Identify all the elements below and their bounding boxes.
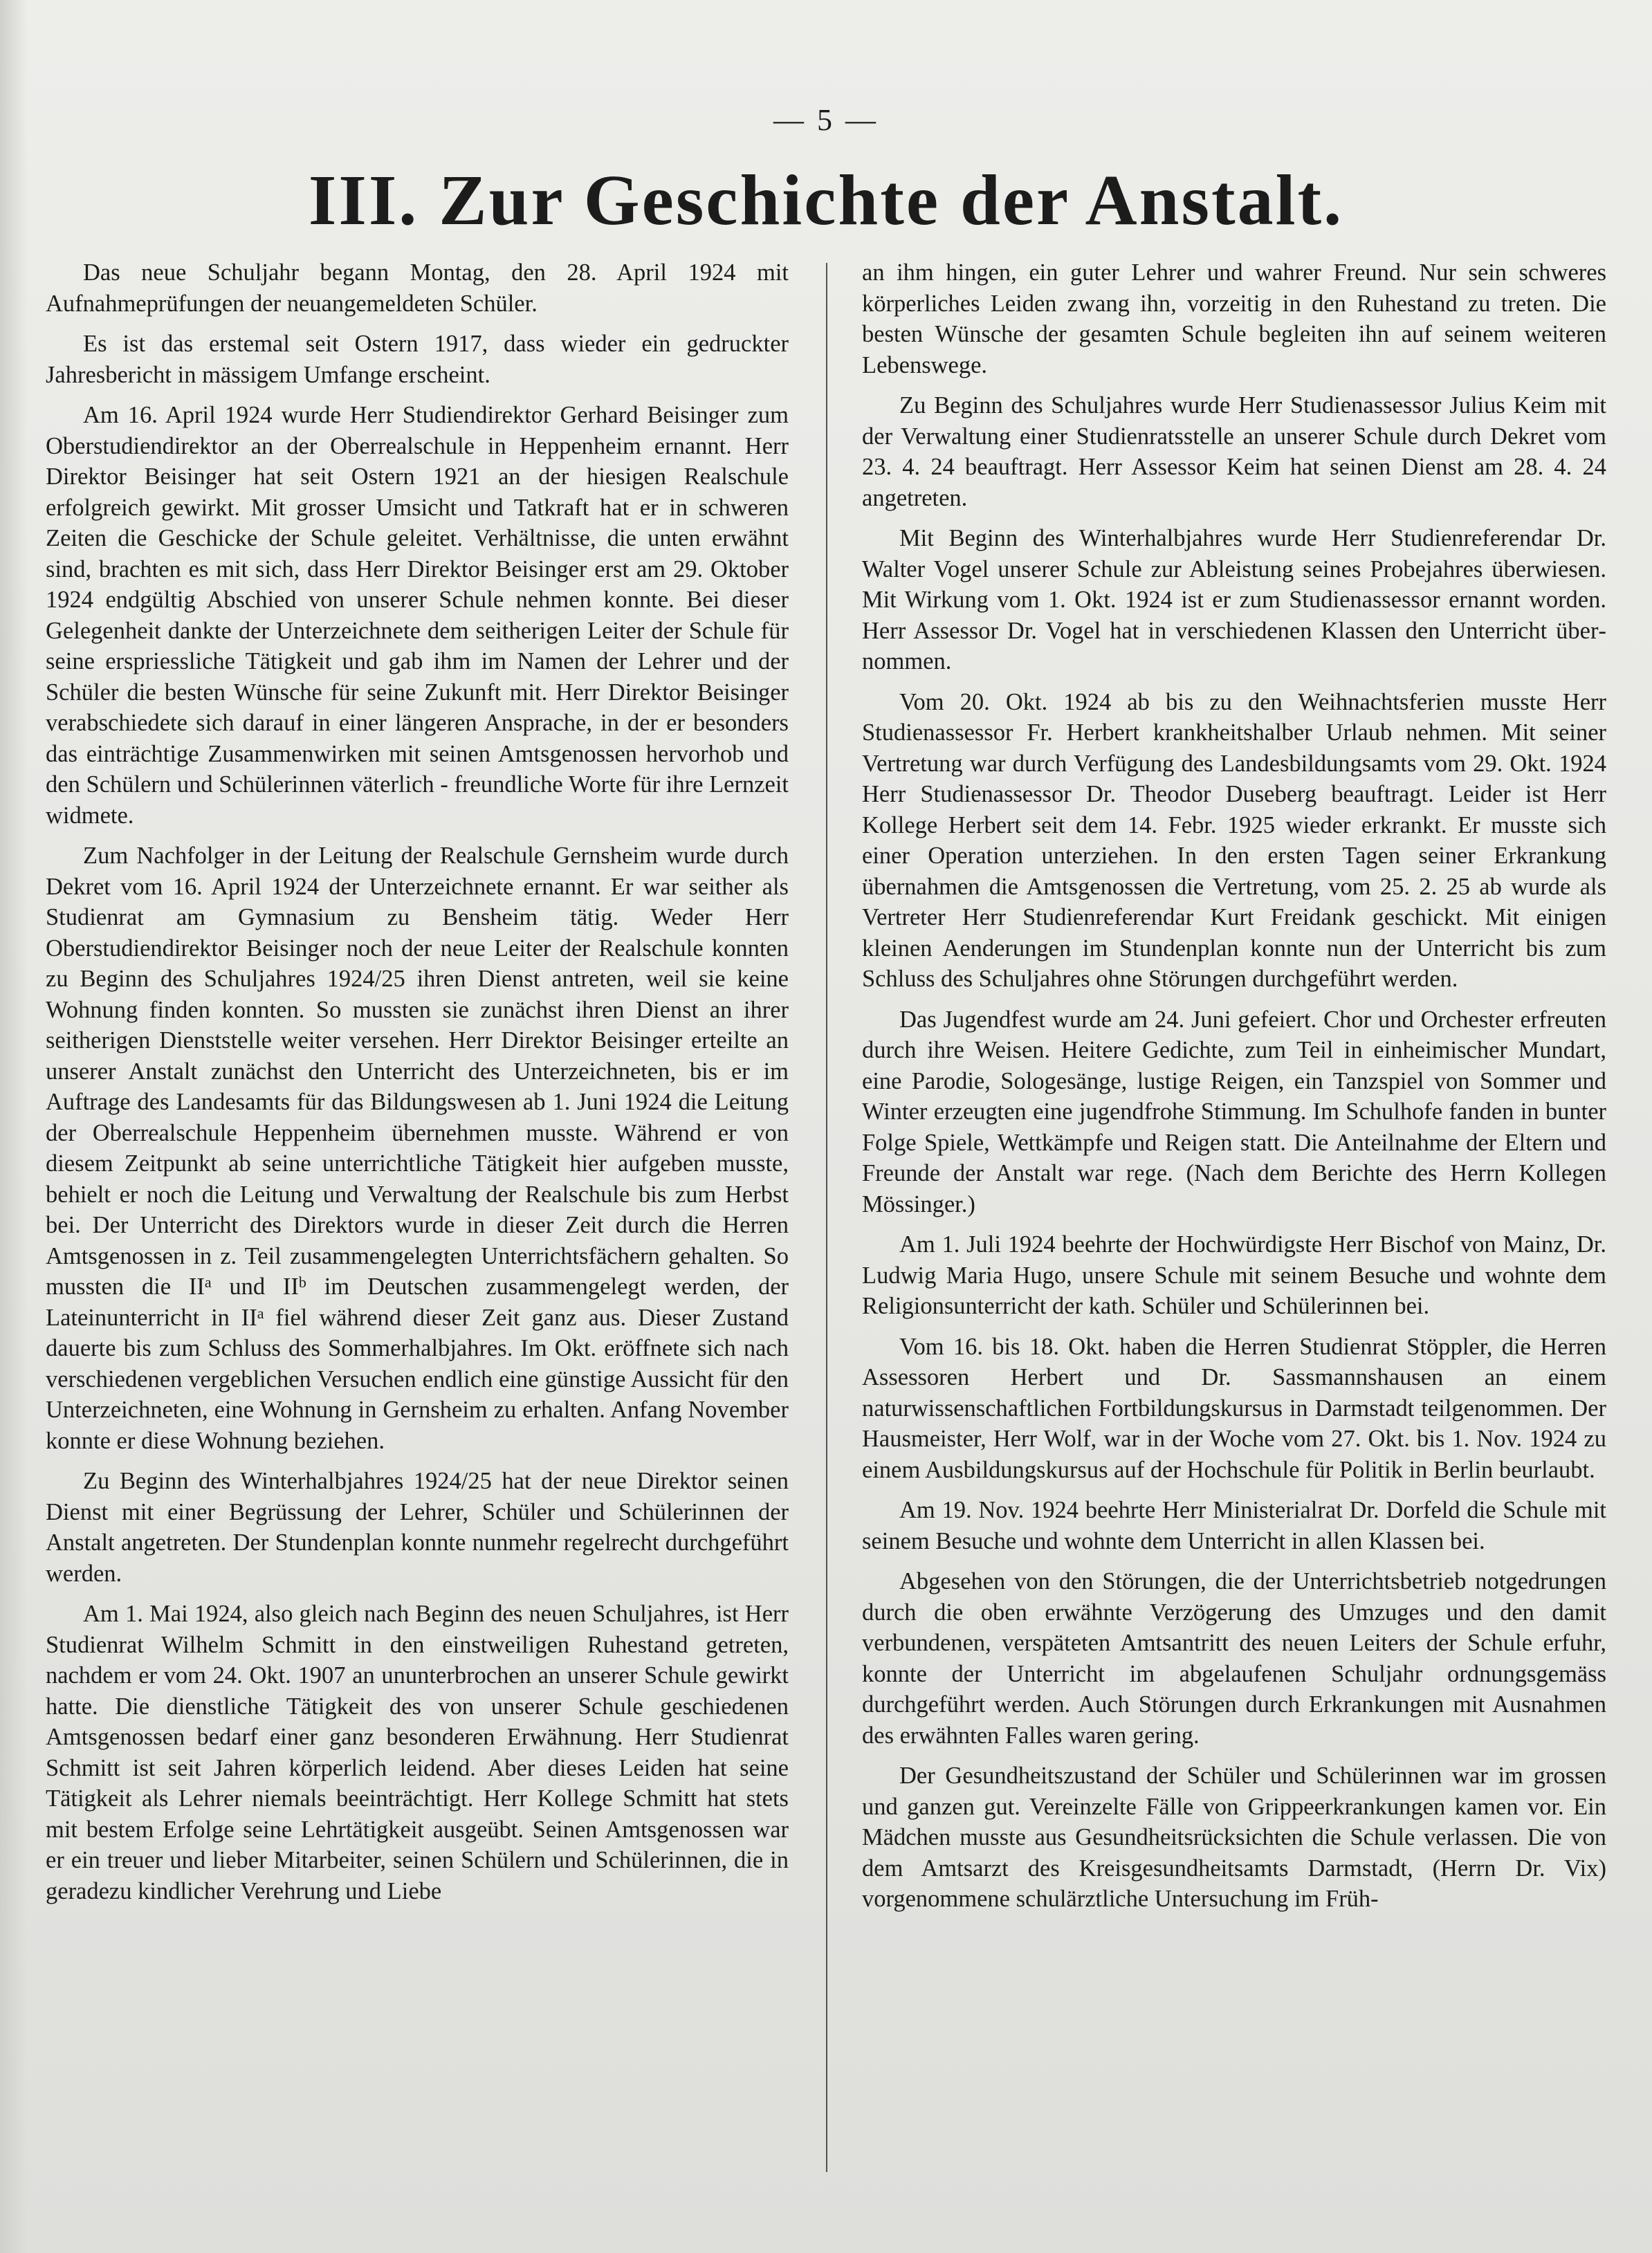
paragraph: Der Gesundheitszustand der Schüler und Schülerinnen war im grossen und ganzen gut. Vereinzelte Fälle von Grippeerkrankungen kamen vor. Ein Mädchen musste aus Gesundheitsrücksichten die Schule verlassen. Die von dem Amtsarzt des Kreisgesundheitsamts Darmstadt, (Herrn Dr. Vix) vorgenommene schulärztliche Untersuchung im Früh-	[862, 1763, 1606, 1912]
paragraph-text: fiel während dieser Zeit ganz aus. Dieser Zustand dauerte bis zum Schluss des Sommerhalbjahres. Im Okt. eröffnete sich nach verschiedenen vergeblichen Versuchen endlich eine günstige Aussicht für den Unterzeichneten, eine Wohnung in Gernsheim zu erhalten. Anfang November konnte er diese Wohnung beziehen.	[46, 1304, 789, 1454]
paragraph: an ihm hingen, ein guter Lehrer und wahrer Freund. Nur sein schweres körperliches Leiden zwang ihn, vorzeitig in den Ruhestand zu treten. Die besten Wünsche der gesamten Schule begleiten ihn auf seinem weiteren Lebenswege.	[862, 259, 1606, 378]
paragraph: Mit Beginn des Winterhalbjahres wurde Herr Studienreferendar Dr. Walter Vogel unserer Schule zur Ableistung seines Probejahres überwiesen. Mit Wirkung vom 1. Okt. 1924 ist er zum Studienassessor ernannt worden. Herr Assessor Dr. Vogel hat in verschiedenen Klassen den Unterricht übernommen.	[862, 525, 1606, 674]
scan-edge-shadow	[0, 0, 28, 2253]
column-divider	[826, 263, 827, 2172]
superscript: a	[257, 1304, 264, 1322]
left-column	[46, 257, 789, 1916]
paragraph: Zu Beginn des Winterhalbjahres 1924/25 hat der neue Direktor seinen Dienst mit einer Begrüssung der Lehrer, Schüler und Schülerinnen der Anstalt angetreten. Der Stundenplan konnte nunmehr regelrecht durchgeführt werden.	[46, 1468, 789, 1587]
paragraph-text: Zum Nachfolger in der Leitung der Realschule Gernsheim wurde durch Dekret vom 16. April 1924 der Unterzeichnete ernannt. Er war seither als Studienrat am Gymnasium zu Bensheim tätig. Weder Herr Oberstudiendirektor Beisinger noch der neue Leiter der Realschule konnten zu Beginn des Schuljahres 1924/25 ihren Dienst antreten, weil sie keine Wohnung finden konnten. So mussten sie zunächst ihren Dienst an ihrer seitherigen Dienststelle weiter versehen. Herr Direktor Beisinger erteilte an unserer Anstalt zunächst den Unterricht des Unterzeichneten, bis er im Auftrage des Landesamts für das Bildungswesen ab 1. Juni 1924 die Leitung der Oberrealschule Heppenheim übernehmen musste. Während er von diesem Zeitpunkt ab seine unterrichtliche Tätigkeit hier aufgeben musste, behielt er noch die Leitung und Verwaltung der Realschule bis zum Herbst bei. Der Unterricht des Direktors wurde in dieser Zeit durch die Herren Amtsgenossen in z. Teil zusammengelegten Unterrichtsfächern gehalten. So mussten die II	[46, 843, 789, 1300]
paragraph: Am 19. Nov. 1924 beehrte Herr Ministerialrat Dr. Dorfeld die Schule mit seinem Besuche und wohnte dem Unterricht in allen Klassen bei.	[862, 1497, 1606, 1554]
page-number: — 5 —	[773, 103, 879, 137]
paragraph: Am 16. April 1924 wurde Herr Studiendirektor Gerhard Beisinger zum Oberstudiendirektor an der Oberrealschule in Heppenheim ernannt. Herr Direktor Beisinger hat seit Ostern 1921 an der hiesigen Realschule erfolgreich gewirkt. Mit grosser Umsicht und Tatkraft hat er in schweren Zeiten die Geschicke der Schule geleitet. Verhältnisse, die unten erwähnt sind, brachten es mit sich, dass Herr Direktor Beisinger erst am 29. Oktober 1924 endgültig Abschied von unserer Schule nehmen konnte. Bei dieser Gelegenheit dankte der Unterzeichnete dem seitherigen Leiter der Schule für seine erspriessliche Tätigkeit und gab ihm im Namen der Lehrer und der Schüler die besten Wünsche für seine Zukunft mit. Herr Direktor Beisinger verabschiedete sich darauf in einer längeren Ansprache, in der er besonders das einträchtige Zusammenwirken mit seinen Amtsgenossen hervorhob und den Schülern und Schülerinnen väterlich - freundliche Worte für ihre Lernzeit widmete.	[46, 402, 789, 829]
right-column	[862, 257, 1606, 1924]
paragraph	[46, 840, 789, 1456]
superscript: a	[204, 1273, 212, 1291]
paragraph: Abgesehen von den Störungen, die der Unterrichtsbetrieb notgedrungen durch die oben erwähnte Verzögerung des Umzuges und den damit verbundenen, verspäteten Amtsantritt des neuen Leiters der Schule erfuhr, konnte der Unterricht im abgelaufenen Schuljahr ordnungsgemäss durchgeführt werden. Auch Störungen durch Erkrankungen mit Ausnahmen des erwähnten Falles waren gering.	[862, 1568, 1606, 1749]
superscript: b	[298, 1273, 306, 1291]
paragraph: Vom 20. Okt. 1924 ab bis zu den Weihnachtsferien musste Herr Studienassessor Fr. Herbert krankheitshalber Urlaub nehmen. Mit seiner Vertretung war durch Verfügung des Landesbildungsamts vom 29. Okt. 1924 Herr Studienassessor Dr. Theodor Duseberg beauftragt. Leider ist Herr Kollege Herbert seit dem 14. Febr. 1925 wieder erkrankt. Er musste sich einer Operation unterziehen. In den ersten Tagen seiner Erkrankung übernahmen die Amtsgenossen die Vertretung, vom 25. 2. 25 ab wurde als Vertreter Herr Studienreferendar Kurt Freidank geschickt. Mit einigen kleinen Aenderungen im Stundenplan konnte nun der Unterricht bis zum Schluss des Schuljahres ohne Störungen durchgeführt werden.	[862, 688, 1606, 992]
paragraph: Vom 16. bis 18. Okt. haben die Herren Studienrat Stöppler, die Herren Assessoren Herbert und Dr. Sassmannshausen an einem naturwissenschaftlichen Fortbildungskursus in Darmstadt teilgenommen. Der Hausmeister, Herr Wolf, war in der Woche vom 27. Okt. bis 1. Nov. 1924 zu einem Ausbildungskursus auf der Hochschule für Politik in Berlin beurlaubt.	[862, 1333, 1606, 1483]
paragraph-text: und II	[211, 1273, 299, 1300]
paragraph: Zu Beginn des Schuljahres wurde Herr Studienassessor Julius Keim mit der Verwaltung einer Studienratsstelle an unserer Schule durch Dekret vom 23. 4. 24 beauftragt. Herr Assessor Keim hat seinen Dienst am 28. 4. 24 angetreten.	[862, 392, 1606, 511]
paragraph: Am 1. Juli 1924 beehrte der Hochwürdigste Herr Bischof von Mainz, Dr. Ludwig Maria Hugo, unsere Schule mit seinem Besuche und wohnte dem Religionsunterricht der kath. Schüler und Schülerinnen bei.	[862, 1231, 1606, 1319]
section-heading: III. Zur Geschichte der Anstalt.	[308, 160, 1344, 240]
paragraph-text: im Deutschen zusammengelegt werden, der Lateinunterricht in II	[46, 1273, 789, 1331]
paragraph: Es ist das erstemal seit Ostern 1917, dass wieder ein gedruckter Jahresbericht in mässigem Umfange erscheint.	[46, 331, 789, 388]
paragraph: Am 1. Mai 1924, also gleich nach Beginn des neuen Schuljahres, ist Herr Studienrat Wilhelm Schmitt in den einstweiligen Ruhestand getreten, nachdem er vom 24. Okt. 1907 an ununterbrochen an unserer Schule gewirkt hatte. Die dienstliche Tätigkeit des von unserer Schule geschiedenen Amtsgenossen bedarf einer ganz besonderen Erwähnung. Herr Studienrat Schmitt ist seit Jahren körperlich leidend. Aber dieses Leiden hat seine Tätigkeit als Lehrer niemals beeinträchtigt. Herr Kollege Schmitt hat stets mit bestem Erfolge seine Lehrtätigkeit ausgeübt. Seinen Amtsgenossen war er ein treuer und lieber Mitarbeiter, seinen Schülern und Schülerinnen, die in geradezu kindlicher Verehrung und Liebe	[46, 1601, 789, 1904]
paragraph: Das neue Schuljahr begann Montag, den 28. April 1924 mit Aufnahmeprüfungen der neuangemeldeten Schüler.	[46, 259, 789, 317]
paragraph: Das Jugendfest wurde am 24. Juni gefeiert. Chor und Orchester erfreuten durch ihre Weisen. Heitere Gedichte, zum Teil in einheimischer Mundart, eine Parodie, Sologesänge, lustige Reigen, ein Tanzspiel von Sommer und Winter erzeugten eine jugendfrohe Stimmung. Im Schulhofe fanden in bunter Folge Spiele, Wettkämpfe und Reigen statt. Die Anteilnahme der Eltern und Freunde der Anstalt war rege. (Nach dem Berichte des Herrn Kollegen Mössinger.)	[862, 1006, 1606, 1217]
